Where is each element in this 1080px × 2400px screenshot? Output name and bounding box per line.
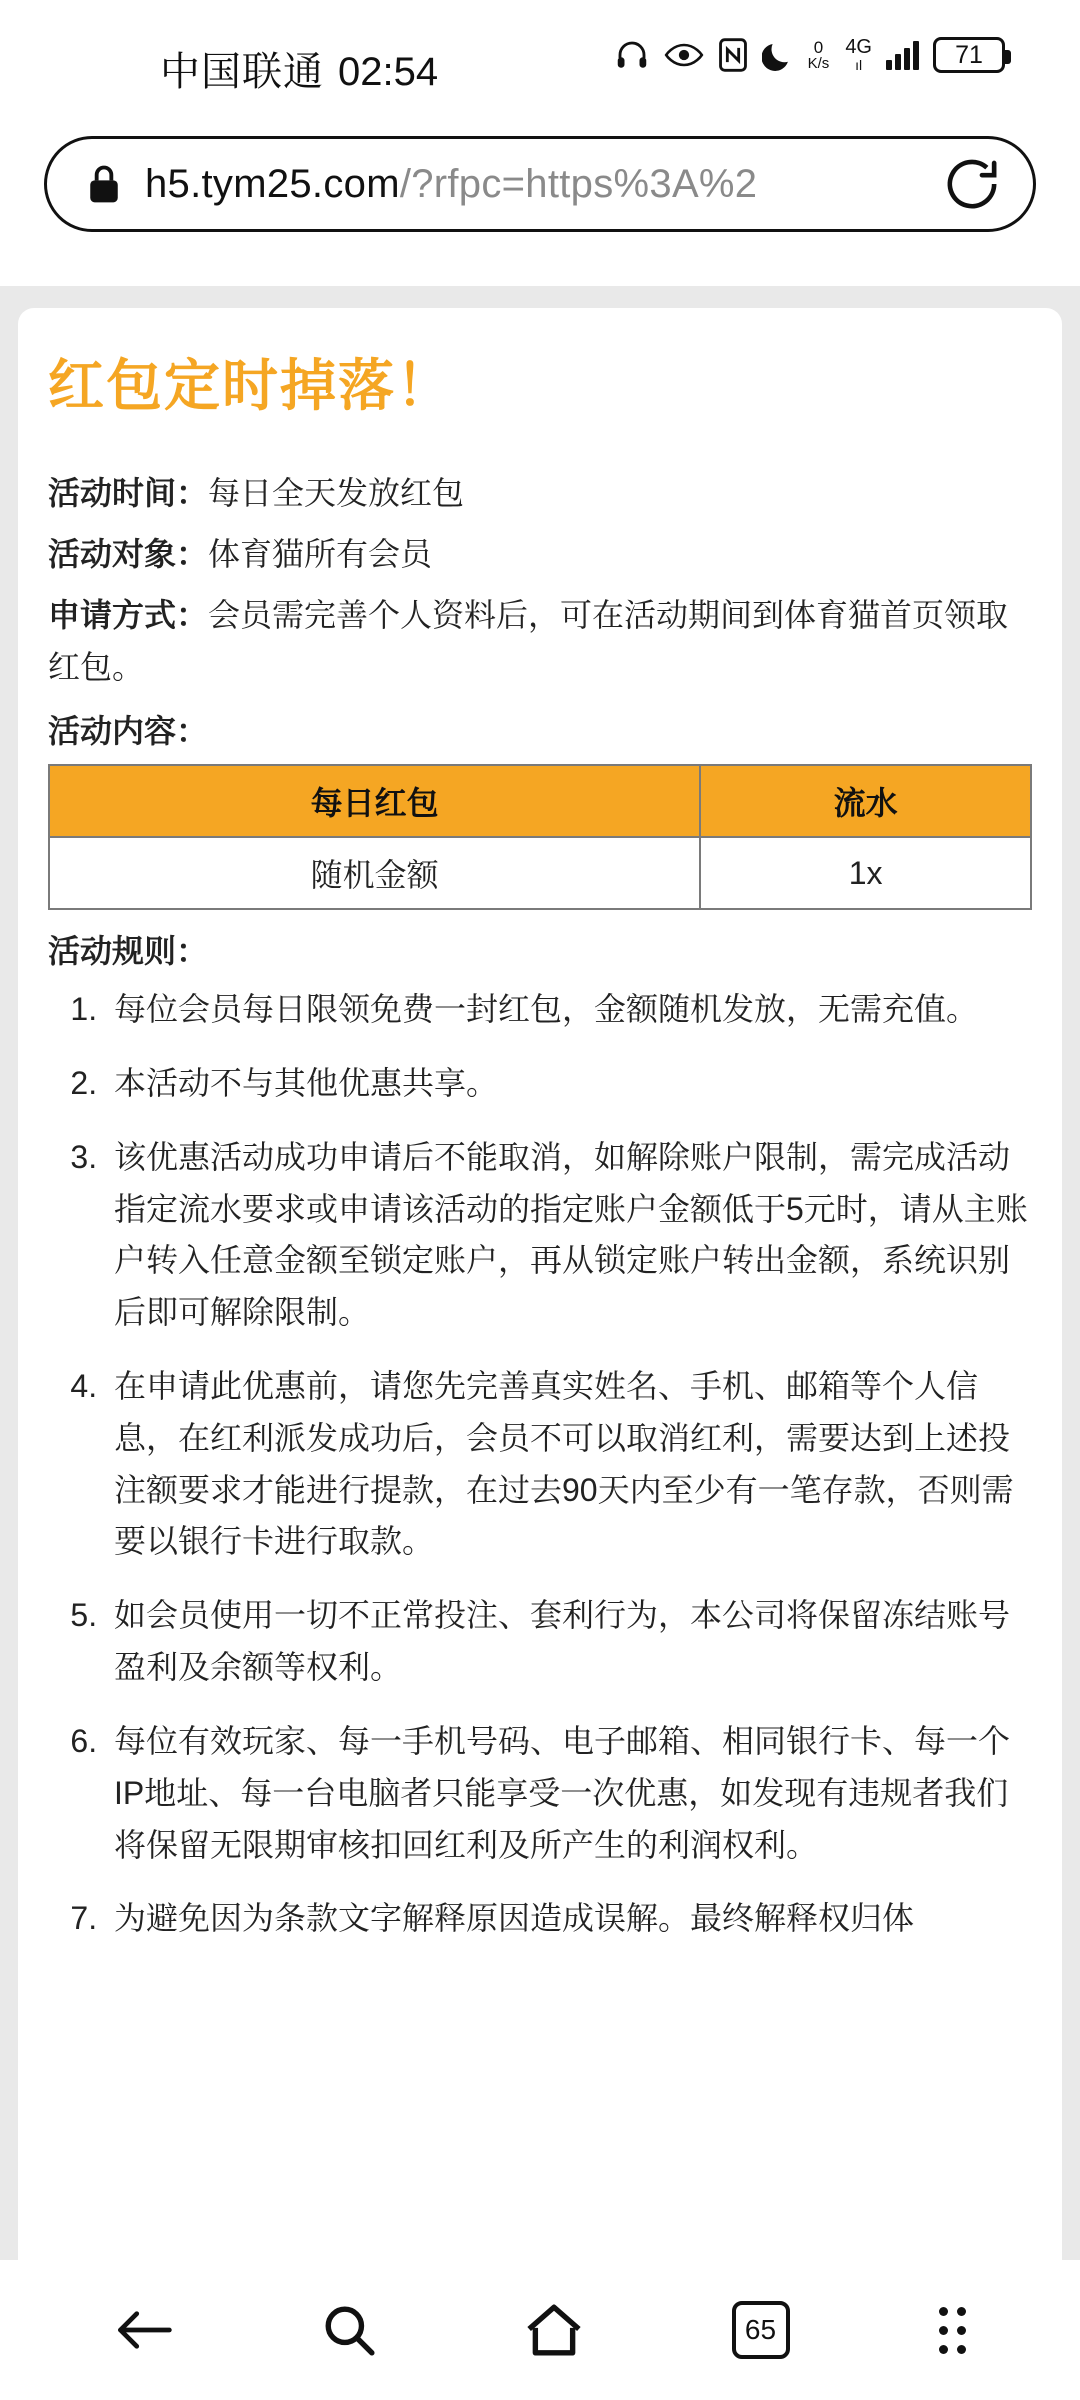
more-options-col-left xyxy=(939,2307,948,2354)
url-host: h5.tym25.com xyxy=(145,161,400,206)
search-icon[interactable] xyxy=(322,2303,376,2357)
headphones-icon xyxy=(614,37,650,73)
network-type-indicator xyxy=(845,37,872,73)
promo-meta-target-value: 体育猫所有会员 xyxy=(208,536,433,573)
nav-back-button[interactable] xyxy=(115,2308,173,2352)
address-bar[interactable] xyxy=(44,136,1036,232)
promo-meta-time-label: 活动时间： xyxy=(48,475,209,511)
table-cell-daily-bonus: 随机金额 xyxy=(49,837,700,909)
promo-apply-value: 会员需完善个人资料后，可在活动期间到体育猫首页领取红包。 xyxy=(48,597,1009,686)
eye-icon xyxy=(664,40,704,70)
reload-icon[interactable] xyxy=(941,153,1003,215)
table-cell-turnover: 1x xyxy=(700,837,1031,909)
status-bar-left xyxy=(160,40,438,97)
network-type-label: 4G xyxy=(845,36,872,59)
tab-count-button[interactable] xyxy=(732,2301,790,2359)
list-item: 4. 在申请此优惠前，请您先完善真实姓名、手机、邮箱等个人信息，在红利派发成功后，会员不可以取消红利，需要达到上述投注额要求才能进行提款，在过去90天内至少有一笔存款，否则需要以银行卡进行取款。 xyxy=(106,1361,1032,1568)
promo-rules-list xyxy=(48,984,1032,1945)
nfc-icon xyxy=(718,38,748,72)
signal-strength-icon xyxy=(886,40,919,70)
url-path: /?rfpc=https%3A%2 xyxy=(399,161,758,206)
list-item: 1. 每位会员每日限领免费一封红包，金额随机发放，无需充值。 xyxy=(106,984,1032,1036)
promo-card xyxy=(18,308,1062,2260)
network-speed-unit: K/s xyxy=(807,55,830,72)
list-item: 3. 该优惠活动成功申请后不能取消，如解除账户限制，需完成活动指定流水要求或申请该活动的指定账户金额低于5元时，请从主账户转入任意金额至锁定账户，再从锁定账户转出金额，系统识别后即可解除限制。 xyxy=(106,1132,1032,1339)
url-text xyxy=(145,162,927,207)
table-row xyxy=(49,837,1031,909)
table-header-turnover: 流水 xyxy=(700,765,1031,837)
promo-table xyxy=(48,764,1032,910)
carrier-label: 中国联通 xyxy=(160,50,324,94)
list-item: 6. 每位有效玩家、每一手机号码、电子邮箱、相同银行卡、每一个IP地址、每一台电脑者只能享受一次优惠，如发现有违规者我们将保留无限期审核扣回红利及所产生的利润权利。 xyxy=(106,1716,1032,1871)
promo-apply-method xyxy=(48,590,1032,694)
promo-meta-time-value: 每日全天发放红包 xyxy=(208,475,465,511)
network-speed-indicator xyxy=(808,39,830,71)
status-bar-right xyxy=(614,37,1005,73)
promo-apply-label: 申请方式： xyxy=(48,597,209,634)
lock-icon xyxy=(85,162,123,206)
network-speed-value: 0 xyxy=(813,38,824,57)
list-item: 2. 本活动不与其他优惠共享。 xyxy=(106,1058,1032,1110)
more-options-col-right xyxy=(957,2307,966,2354)
table-header-daily-bonus: 每日红包 xyxy=(49,765,700,837)
page-content[interactable] xyxy=(0,286,1080,2260)
status-clock: 02:54 xyxy=(338,50,439,94)
promo-meta-target-label: 活动对象： xyxy=(48,536,209,573)
browser-navigation-bar xyxy=(0,2260,1080,2400)
moon-icon xyxy=(762,38,794,72)
battery-percent-label: 71 xyxy=(955,40,983,69)
promo-meta-time xyxy=(48,468,1032,519)
promo-headline: 红包定时掉落！ xyxy=(48,354,454,417)
promo-content-label: 活动内容： xyxy=(48,713,209,750)
tab-count-label: 65 xyxy=(732,2301,790,2359)
battery-indicator xyxy=(933,37,1005,73)
list-item: 5. 如会员使用一切不正常投注、套利行为，本公司将保留冻结账号盈利及余额等权利。 xyxy=(106,1590,1032,1694)
status-bar xyxy=(0,0,1080,118)
more-options-icon[interactable] xyxy=(939,2307,966,2354)
table-header-row xyxy=(49,765,1031,837)
network-type-sub: ıl xyxy=(855,57,863,74)
home-icon[interactable] xyxy=(525,2303,583,2357)
promo-meta-target xyxy=(48,529,1032,580)
promo-rules-label: 活动规则： xyxy=(48,933,209,970)
browser-toolbar xyxy=(0,118,1080,258)
list-item: 7. 为避免因为条款文字解释原因造成误解。最终解释权归体 xyxy=(106,1893,1032,1945)
